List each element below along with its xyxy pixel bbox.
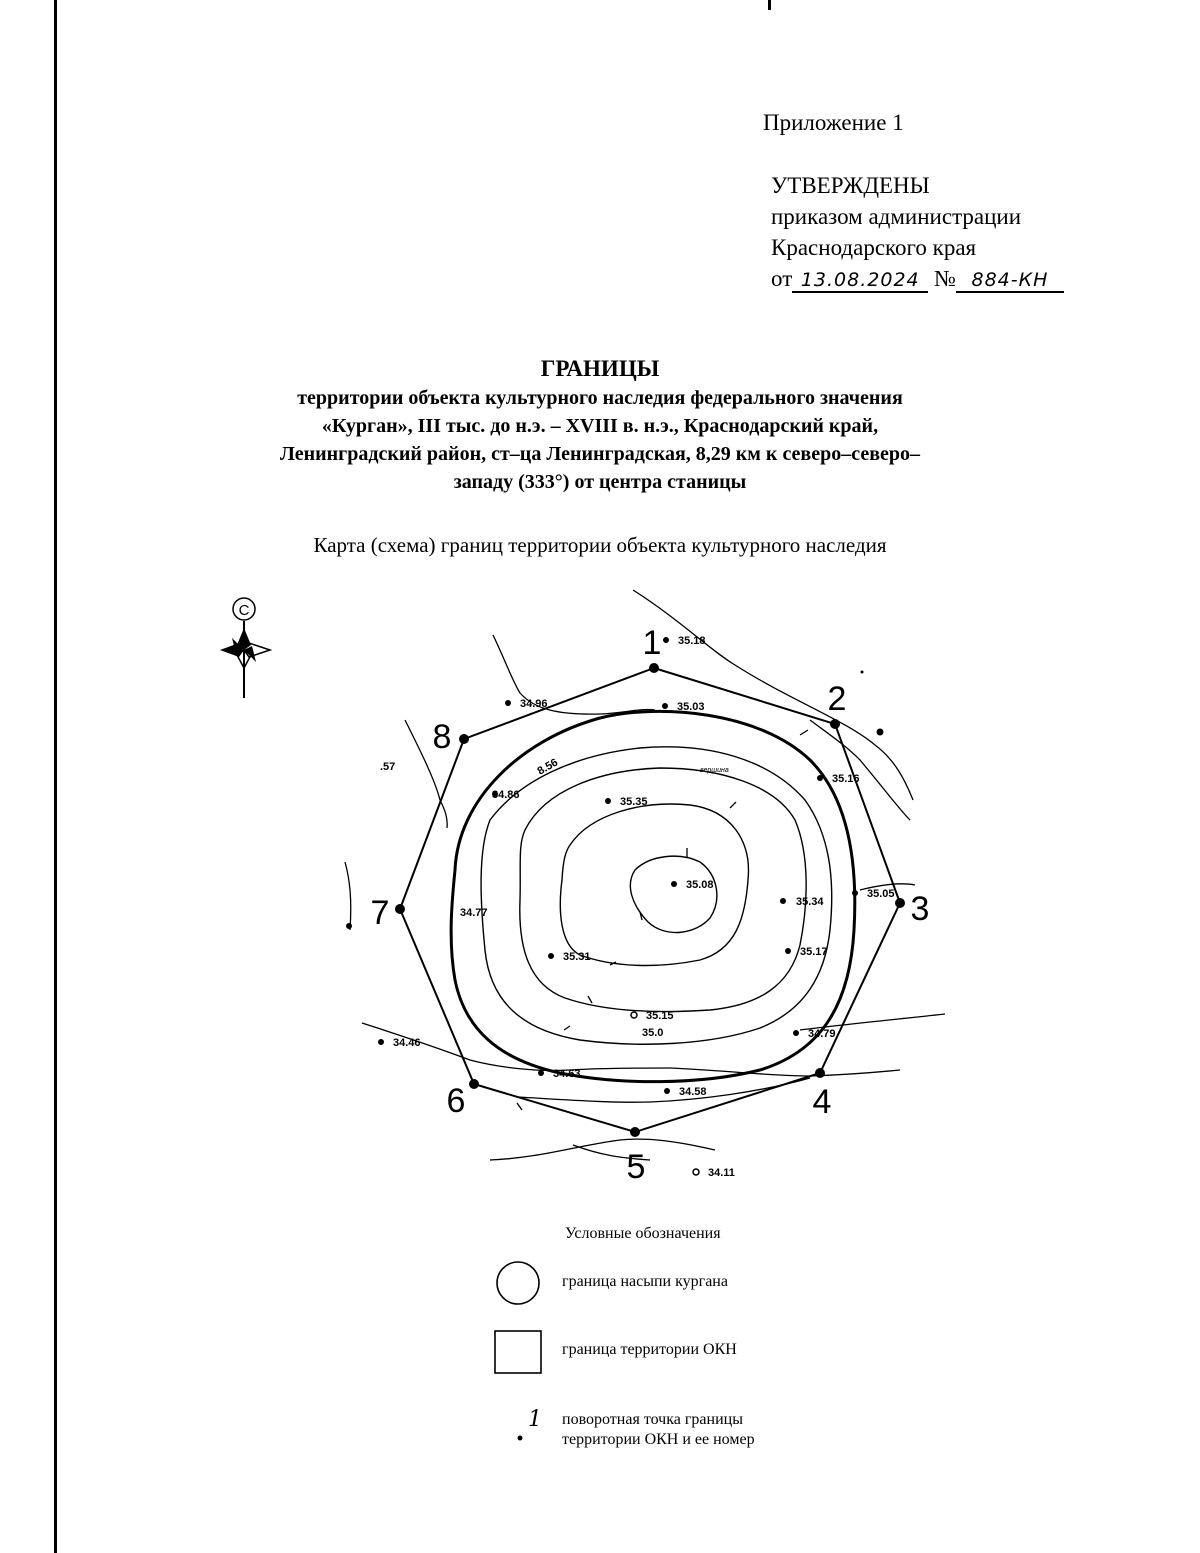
turning-point-label: 6 xyxy=(446,1082,466,1120)
subtitle-line-2: «Курган», III тыс. до н.э. – XVIII в. н.э., Краснодарский край, xyxy=(321,415,879,437)
elevation-label: 34.96 xyxy=(520,698,548,710)
elevation-label: 34.63 xyxy=(553,1068,581,1080)
territory-boundary xyxy=(400,668,900,1132)
elevation-label: 34.79 xyxy=(808,1028,836,1040)
elevation-label: 34.77 xyxy=(460,907,488,919)
territory-boundary-symbol-icon xyxy=(495,1331,541,1373)
map-caption: Карта (схема) границ территории объекта культурного наследия xyxy=(313,533,887,557)
elevation-label: .57 xyxy=(380,761,396,773)
appendix-label: Приложение 1 xyxy=(763,110,904,135)
subtitle-line-1: территории объекта культурного наследия федерального значения xyxy=(297,387,903,409)
order-number-label: № xyxy=(934,266,956,291)
legend-territory-boundary: граница территории ОКН xyxy=(562,1341,737,1358)
turning-point-label: 3 xyxy=(910,890,930,928)
turning-point-label: 8 xyxy=(432,718,452,756)
elevation-label: 35.17 xyxy=(800,946,828,958)
elevation-label: 35.16 xyxy=(832,773,860,785)
turning-point-label: 7 xyxy=(370,894,390,932)
elevation-label: 35.05 xyxy=(867,888,895,900)
legend-title: Условные обозначения xyxy=(565,1225,721,1242)
north-arrow-icon xyxy=(220,598,270,698)
mound-boundary-symbol-icon xyxy=(497,1262,539,1304)
order-from-label: от xyxy=(771,266,793,291)
elevation-label: 35.0 xyxy=(642,1027,664,1039)
elevation-label: 35.08 xyxy=(686,879,714,891)
north-letter: С xyxy=(238,602,250,619)
legend-turning-point-line-1: поворотная точка границы xyxy=(562,1411,743,1428)
turning-point-label: 5 xyxy=(626,1148,646,1186)
turning-point-label: 1 xyxy=(642,624,662,662)
elevation-label: 35.31 xyxy=(563,951,591,963)
elevation-label: 34.46 xyxy=(393,1037,421,1049)
approved-heading: УТВЕРЖДЕНЫ xyxy=(771,173,930,198)
order-date: 13.08.2024 xyxy=(792,269,928,293)
summit-label: вершина xyxy=(700,767,729,774)
elevation-label: 35.34 xyxy=(796,896,824,908)
turning-point-label: 2 xyxy=(827,680,847,718)
contour-lines xyxy=(481,747,832,1044)
elevation-label: 35.15 xyxy=(646,1010,674,1022)
document-title: ГРАНИЦЫ xyxy=(540,356,660,381)
turning-point-number-symbol: 1 xyxy=(528,1407,542,1432)
elevation-label: 34.58 xyxy=(679,1086,707,1098)
turning-point-dot-icon xyxy=(518,1436,523,1441)
subtitle-line-4: западу (333°) от центра станицы xyxy=(453,471,747,493)
order-number: 884-КН xyxy=(956,269,1064,293)
elevation-label: 35.18 xyxy=(678,635,706,647)
legend-symbols xyxy=(490,1258,550,1448)
turning-point-label: 4 xyxy=(812,1083,832,1121)
legend-turning-point xyxy=(562,1410,755,1450)
elevation-label: 35.35 xyxy=(620,796,648,808)
elevation-label: 34.11 xyxy=(708,1167,735,1179)
subtitle-line-3: Ленинградский район, ст–ца Ленинградская, 8,29 км к северо–северо– xyxy=(279,443,921,465)
legend-mound-boundary: граница насыпи кургана xyxy=(562,1273,728,1290)
legend-turning-point-line-2: территории ОКН и ее номер xyxy=(562,1431,755,1448)
elevation-label: 8.56 xyxy=(535,756,561,778)
approved-region-line: Краснодарского края xyxy=(771,235,977,260)
elevation-label: 35.03 xyxy=(677,701,705,713)
approved-by-line: приказом администрации xyxy=(771,204,1022,229)
elevation-label: 34.86 xyxy=(492,789,520,801)
